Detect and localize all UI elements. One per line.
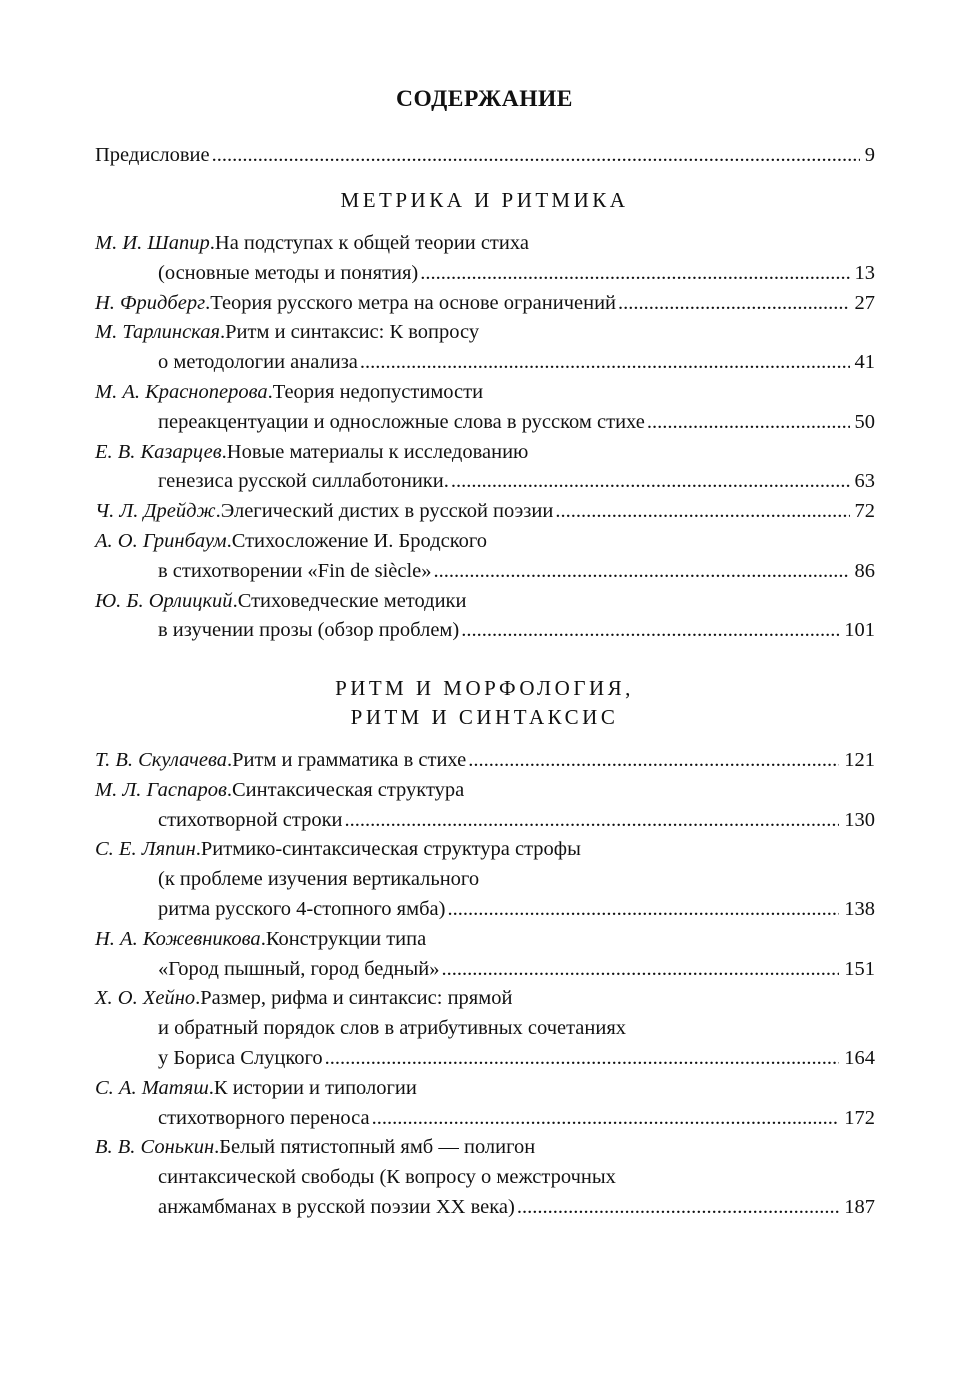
dot-leader xyxy=(325,1047,840,1070)
entry-title: Конструкции типа xyxy=(265,928,427,950)
entry-author: М. А. Красноперова xyxy=(95,381,268,403)
dot-leader xyxy=(451,470,850,493)
entry-title: Теория недопустимости xyxy=(272,381,484,403)
entry-title: Синтаксическая структура xyxy=(231,779,465,801)
toc-entry-line xyxy=(158,868,875,898)
dot-leader xyxy=(461,619,839,642)
entry-title: Новые материалы к исследованию xyxy=(226,441,529,463)
entry-title: Элегический дистих в русской поэзии xyxy=(220,500,554,522)
entry-title: стихотворного переноса xyxy=(158,1107,370,1129)
section-heading: РИТМ И СИНТАКСИС xyxy=(350,705,619,729)
page-number: 172 xyxy=(844,1107,875,1129)
entry-title: Белый пятистопный ямб — полигон xyxy=(219,1136,536,1158)
toc-entry-line xyxy=(158,351,875,381)
entry-author: Х. О. Хейно xyxy=(95,987,196,1009)
entry-title: и обратный порядок слов в атрибутивных сочетаниях xyxy=(158,1017,627,1039)
page-title: СОДЕРЖАНИЕ xyxy=(396,86,573,112)
entry-title: К истории и типологии xyxy=(213,1077,417,1099)
entry-title: переакцентуации и односложные слова в русском стихе xyxy=(158,411,645,433)
page-number: 41 xyxy=(854,351,875,373)
toc-entry-line xyxy=(158,411,875,441)
page-number: 50 xyxy=(854,411,875,433)
toc-entry-line xyxy=(158,470,875,500)
entry-author: А. О. Гринбаум xyxy=(95,530,227,552)
entry-author: Ч. Л. Дрейдж xyxy=(95,500,216,522)
toc-entry-line xyxy=(158,958,875,988)
dot-leader xyxy=(647,411,850,434)
page-number: 151 xyxy=(844,958,875,980)
entry-title: Стиховедческие методики xyxy=(237,590,467,612)
dot-leader xyxy=(517,1196,839,1219)
dot-leader xyxy=(618,292,849,315)
entry-author: Н. Фридберг xyxy=(95,292,206,314)
toc-entry-line: М. Л. Гаспаров . Синтаксическая структура xyxy=(95,779,465,801)
entry-title: Теория русского метра на основе ограничений xyxy=(210,292,617,314)
toc-entry-line xyxy=(158,1196,875,1226)
toc-entry-line: М. И. Шапир . На подступах к общей теории стиха xyxy=(95,232,529,254)
toc-entry-line: Х. О. Хейно . Размер, рифма и синтаксис: прямой xyxy=(95,987,513,1009)
entry-title: Стихосложение И. Бродского xyxy=(231,530,488,552)
page-number: 121 xyxy=(844,749,875,771)
entry-author: М. Тарлинская xyxy=(95,321,221,343)
entry-title: ритма русского 4-стопного ямба) xyxy=(158,898,446,920)
toc-entry-line xyxy=(158,1166,875,1196)
page-number: 72 xyxy=(854,500,875,522)
section-heading: МЕТРИКА И РИТМИКА xyxy=(340,188,629,212)
entry-title: (основные методы и понятия) xyxy=(158,262,419,284)
toc-entry-line xyxy=(158,1017,875,1047)
dot-leader xyxy=(442,958,840,981)
toc-entry-line: Н. А. Кожевникова . Конструкции типа xyxy=(95,928,427,950)
toc-entry-line: В. В. Сонькин . Белый пятистопный ямб — полигон xyxy=(95,1136,536,1158)
toc-entry-line: М. А. Красноперова . Теория недопустимости xyxy=(95,381,484,403)
entry-title: Ритм и грамматика в стихе xyxy=(232,749,467,771)
entry-title: генезиса русской силлаботоники. xyxy=(158,470,449,492)
entry-author: В. В. Сонькин xyxy=(95,1136,215,1158)
page-number: 101 xyxy=(844,619,875,641)
toc-entry-line: Н. Фридберг . Теория русского метра на основе ограничений ..... 27 xyxy=(95,292,875,322)
toc-entry-line xyxy=(158,1047,875,1077)
dot-leader xyxy=(434,560,850,583)
page-number: 187 xyxy=(844,1196,875,1218)
dot-leader xyxy=(345,809,840,832)
page-number: 63 xyxy=(854,470,875,492)
entry-title: в стихотворении «Fin de siècle» xyxy=(158,560,432,582)
toc-entry-preface xyxy=(95,144,875,174)
entry-author: Т. В. Скулачева xyxy=(95,749,227,771)
toc-entry-line: Ю. Б. Орлицкий . Стиховедческие методики xyxy=(95,590,467,612)
entry-title: анжамбманах в русской поэзии XX века) xyxy=(158,1196,515,1218)
toc-entry-line: С. А. Матяш . К истории и типологии xyxy=(95,1077,417,1099)
entry-author: М. Л. Гаспаров xyxy=(95,779,227,801)
toc-entry-line xyxy=(158,898,875,928)
entry-title: Ритм и синтаксис: К вопросу xyxy=(225,321,480,343)
page-number: 27 xyxy=(854,292,875,314)
entry-title: синтаксической свободы (К вопросу о межстрочных xyxy=(158,1166,616,1188)
entry-title: Размер, рифма и синтаксис: прямой xyxy=(200,987,513,1009)
dot-leader xyxy=(212,144,860,167)
page-number: 13 xyxy=(854,262,875,284)
dot-leader xyxy=(360,351,850,374)
entry-title: Ритмико-синтаксическая структура строфы xyxy=(200,838,581,860)
toc-entry-line: А. О. Гринбаум . Стихосложение И. Бродского xyxy=(95,530,488,552)
page-number: 164 xyxy=(844,1047,875,1069)
entry-title: (к проблеме изучения вертикального xyxy=(158,868,480,890)
entry-title: Предисловие xyxy=(95,144,210,166)
entry-author: Н. А. Кожевникова xyxy=(95,928,261,950)
section-heading: РИТМ И МОРФОЛОГИЯ, xyxy=(335,676,634,700)
entry-title: На подступах к общей теории стиха xyxy=(214,232,529,254)
toc-entry-line: С. Е. Ляпин . Ритмико-синтаксическая структура строфы xyxy=(95,838,581,860)
entry-author: С. Е. Ляпин xyxy=(95,838,196,860)
entry-title: стихотворной строки xyxy=(158,809,343,831)
toc-entry-line xyxy=(158,262,875,292)
toc-entry-line xyxy=(158,809,875,839)
toc-entry-line: Т. В. Скулачева . Ритм и грамматика в стихе ..... 121 xyxy=(95,749,875,779)
dot-leader xyxy=(468,749,839,772)
entry-author: Ю. Б. Орлицкий xyxy=(95,590,233,612)
toc-entry-line xyxy=(158,1107,875,1137)
toc-entry-line: Ч. Л. Дрейдж . Элегический дистих в русской поэзии ..... 72 xyxy=(95,500,875,530)
toc-entry-line: М. Тарлинская . Ритм и синтаксис: К вопросу xyxy=(95,321,480,343)
entry-author: С. А. Матяш xyxy=(95,1077,209,1099)
toc-entry-line: Е. В. Казарцев . Новые материалы к исследованию xyxy=(95,441,529,463)
page-number: 130 xyxy=(844,809,875,831)
page-number: 138 xyxy=(844,898,875,920)
dot-leader xyxy=(372,1107,840,1130)
entry-author: М. И. Шапир xyxy=(95,232,210,254)
dot-leader xyxy=(420,262,849,285)
dot-leader xyxy=(447,898,839,921)
toc-entry-line xyxy=(158,560,875,590)
entry-title: «Город пышный, город бедный» xyxy=(158,958,440,980)
entry-author: Е. В. Казарцев xyxy=(95,441,222,463)
dot-leader xyxy=(555,500,849,523)
page-number: 86 xyxy=(854,560,875,582)
page-number: 9 xyxy=(864,144,875,166)
entry-title: в изучении прозы (обзор проблем) xyxy=(158,619,460,641)
entry-title: у Бориса Слуцкого xyxy=(158,1047,323,1069)
toc-entry-line xyxy=(158,619,875,649)
entry-title: о методологии анализа xyxy=(158,351,358,373)
